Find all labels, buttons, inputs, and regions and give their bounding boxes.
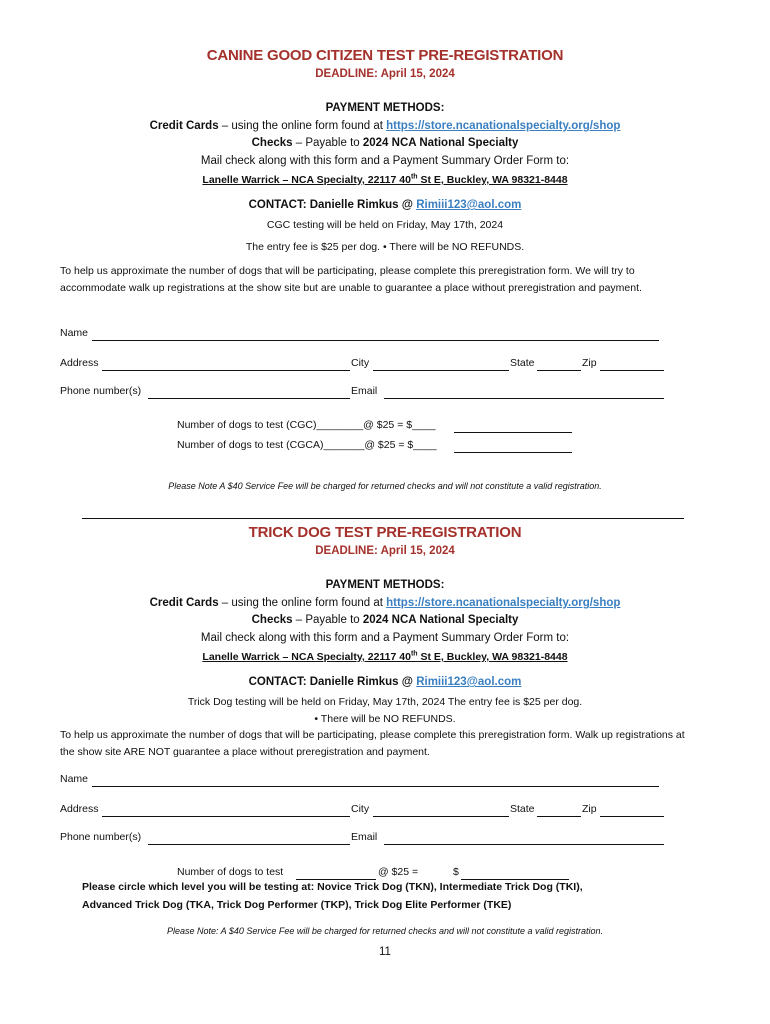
cgc-contact-line (0, 199, 770, 211)
trick-note: Please Note: A $40 Service Fee will be charged for returned checks and will not constitute a valid registration. (166, 926, 604, 936)
checks-text: – Payable to (292, 137, 363, 149)
cgc-paragraph: To help us approximate the number of dogs that will be participating, please complete this preregistration form. We will try to accommodate walk up registrations at the show site but are unable to guarantee a place without preregistration and payment. (60, 265, 642, 294)
contact-email-link[interactable]: Rimiii123@aol.com (416, 676, 522, 688)
trick-contact-line (0, 676, 770, 688)
trick-dollar: $ (453, 866, 459, 878)
cgc-note: Please Note A $40 Service Fee will be charged for returned checks and will not constitute a valid registration. (168, 481, 602, 491)
trick-mail-text: Mail check along with this form and a Payment Summary Order Form to: (200, 632, 570, 644)
shop-link[interactable]: https://store.ncanationalspecialty.org/shop (386, 120, 621, 132)
address-sup: th (410, 173, 418, 181)
trick-count-label: Number of dogs to test (177, 866, 284, 878)
trick-zip-label: Zip (582, 803, 597, 815)
trick-level-line-1: Please circle which level you will be testing at: Novice Trick Dog (TKN), Intermediate Trick Dog (TKI), (82, 881, 583, 893)
contact-email-link[interactable]: Rimiii123@aol.com (416, 199, 522, 211)
cgc-state-label: State (510, 357, 535, 369)
section-divider (82, 518, 684, 519)
cgc-count-cgc[interactable]: Number of dogs to test (CGC)________@ $25 = $____ (177, 419, 436, 431)
checks-label: Checks (251, 137, 293, 149)
address-post: St E, Buckley, WA 98321-8448 (417, 651, 568, 663)
cgc-mailing-address (0, 174, 770, 186)
cgc-email-field[interactable] (384, 398, 664, 399)
cgc-city-label: City (351, 357, 370, 369)
trick-city-label: City (351, 803, 370, 815)
trick-phone-field[interactable] (148, 844, 350, 845)
trick-name-field[interactable] (92, 786, 659, 787)
cgc-credit-line (0, 120, 770, 132)
credit-text: – using the online form found at (218, 597, 387, 609)
checks-text: – Payable to (292, 614, 363, 626)
cgc-mail-text: Mail check along with this form and a Payment Summary Order Form to: (200, 155, 570, 167)
cgc-total-cgc-field[interactable] (454, 432, 572, 433)
trick-count-fee: @ $25 = (378, 866, 419, 878)
cgc-fee-text: The entry fee is $25 per dog. • There will be NO REFUNDS. (245, 241, 525, 253)
cgc-zip-label: Zip (582, 357, 597, 369)
trick-address-label: Address (60, 803, 99, 815)
credit-label: Credit Cards (149, 597, 219, 609)
trick-address-field[interactable] (102, 816, 350, 817)
address-pre: Lanelle Warrick – NCA Specialty, 22117 40 (202, 174, 411, 186)
cgc-name-field[interactable] (92, 340, 659, 341)
cgc-phone-label: Phone number(s) (60, 385, 142, 397)
address-post: St E, Buckley, WA 98321-8448 (417, 174, 568, 186)
cgc-payment-heading: PAYMENT METHODS: (325, 102, 445, 114)
cgc-title: CANINE GOOD CITIZEN TEST PRE-REGISTRATION (206, 47, 564, 64)
page-number: 11 (379, 946, 391, 958)
trick-refund-line: • There will be NO REFUNDS. (314, 713, 456, 725)
trick-payment-heading: PAYMENT METHODS: (325, 579, 445, 591)
cgc-total-cgca-field[interactable] (454, 452, 572, 453)
address-pre: Lanelle Warrick – NCA Specialty, 22117 40 (202, 651, 411, 663)
trick-total-field[interactable] (461, 879, 569, 880)
trick-paragraph: To help us approximate the number of dogs that will be participating, please complete this preregistration form. Walk up registrations at the show site ARE NOT guarantee a place without preregistration and payment. (60, 729, 685, 758)
trick-state-label: State (510, 803, 535, 815)
cgc-email-label: Email (351, 385, 378, 397)
trick-city-field[interactable] (373, 816, 509, 817)
cgc-address-label: Address (60, 357, 99, 369)
credit-text: – using the online form found at (218, 120, 387, 132)
trick-state-field[interactable] (537, 816, 581, 817)
trick-email-field[interactable] (384, 844, 664, 845)
contact-label: CONTACT: Danielle Rimkus @ (248, 199, 417, 211)
trick-title: TRICK DOG TEST PRE-REGISTRATION (248, 524, 522, 541)
trick-name-label: Name (60, 773, 89, 785)
trick-level-line-2: Advanced Trick Dog (TKA, Trick Dog Performer (TKP), Trick Dog Elite Performer (TKE) (82, 899, 512, 911)
trick-phone-label: Phone number(s) (60, 831, 142, 843)
cgc-zip-field[interactable] (600, 370, 664, 371)
cgc-checks-line (0, 137, 770, 149)
credit-label: Credit Cards (149, 120, 219, 132)
checks-label: Checks (251, 614, 293, 626)
cgc-deadline: DEADLINE: April 15, 2024 (315, 68, 455, 80)
trick-mailing-address (0, 651, 770, 663)
cgc-state-field[interactable] (537, 370, 581, 371)
checks-payee: 2024 NCA National Specialty (362, 137, 519, 149)
cgc-address-field[interactable] (102, 370, 350, 371)
trick-deadline: DEADLINE: April 15, 2024 (315, 545, 455, 557)
trick-testing-line: Trick Dog testing will be held on Friday, May 17th, 2024 The entry fee is $25 per dog. (187, 696, 583, 708)
trick-credit-line (0, 597, 770, 609)
trick-zip-field[interactable] (600, 816, 664, 817)
trick-checks-line (0, 614, 770, 626)
cgc-testing-date: CGC testing will be held on Friday, May 17th, 2024 (266, 219, 504, 231)
cgc-city-field[interactable] (373, 370, 509, 371)
contact-label: CONTACT: Danielle Rimkus @ (248, 676, 417, 688)
cgc-phone-field[interactable] (148, 398, 350, 399)
cgc-name-label: Name (60, 327, 89, 339)
trick-email-label: Email (351, 831, 378, 843)
trick-count-field[interactable] (296, 879, 376, 880)
shop-link[interactable]: https://store.ncanationalspecialty.org/shop (386, 597, 621, 609)
cgc-count-cgca[interactable]: Number of dogs to test (CGCA)_______@ $25 = $____ (177, 439, 437, 451)
address-sup: th (410, 650, 418, 658)
checks-payee: 2024 NCA National Specialty (362, 614, 519, 626)
